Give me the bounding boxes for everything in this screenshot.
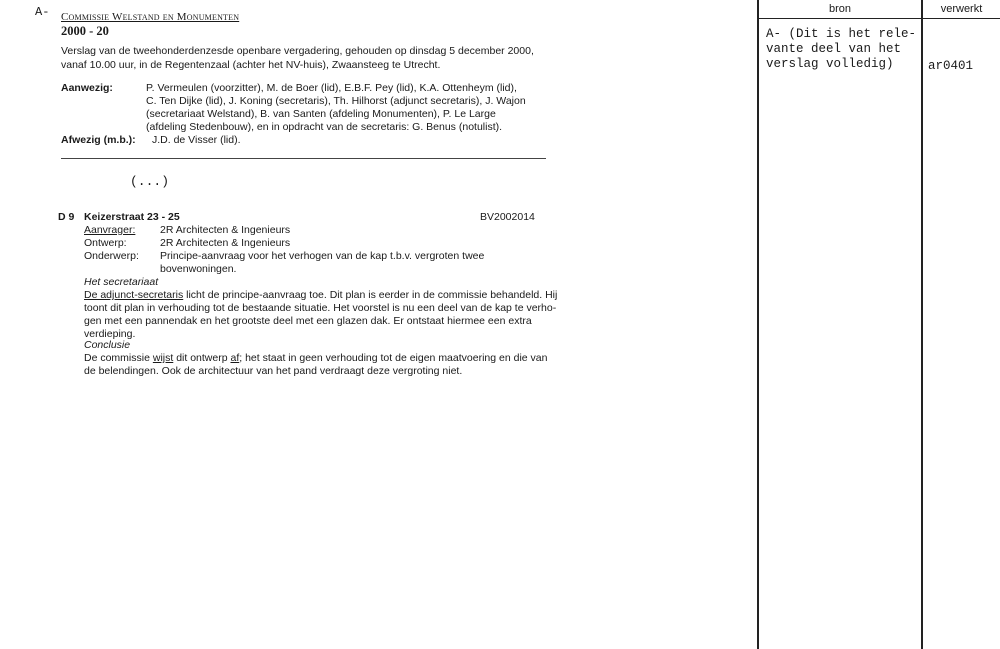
- section-divider: [61, 158, 546, 159]
- applicant-value: 2R Architecten & Ingenieurs: [160, 224, 291, 236]
- conclusion-heading: Conclusie: [84, 339, 131, 351]
- column-header-bron: bron: [828, 3, 852, 15]
- processed-code: ar0401: [928, 59, 974, 73]
- absent-label: Afwezig (m.b.):: [61, 134, 136, 146]
- intro-line-2: vanaf 10.00 uur, in de Regentenzaal (achter het NV-huis), Zwaansteeg te Utrecht.: [61, 59, 441, 71]
- source-note-line-1: A- (Dit is het rele-: [766, 27, 917, 41]
- present-label: Aanwezig:: [61, 82, 113, 94]
- ellipsis: (...): [130, 174, 170, 189]
- conclusion-line-2: de belendingen. Ook de architectuur van het pand verdraagt deze vergroting niet.: [84, 365, 463, 377]
- item-ref: BV2002014: [480, 211, 535, 223]
- header-divider: [757, 18, 1000, 19]
- secretariat-line-1: [84, 289, 557, 302]
- margin-marker: A-: [35, 5, 50, 19]
- design-label: Ontwerp:: [84, 237, 127, 249]
- present-line-4: (afdeling Stedenbouw), en in opdracht van de secretaris: G. Benus (notulist).: [146, 121, 503, 133]
- secretariat-line-2: toont dit plan in verhouding tot de bestaande situatie. Het voorstel is nu een deel van de kap te verho-: [84, 302, 557, 314]
- conclusion-mid: dit ontwerp: [173, 352, 231, 364]
- subject-line-1: Principe-aanvraag voor het verhogen van de kap t.b.v. vergroten twee: [160, 250, 485, 262]
- absent-value: J.D. de Visser (lid).: [152, 134, 241, 146]
- present-line-3: (secretariaat Welstand), B. van Santen (afdeling Monumenten), P. Le Large: [146, 108, 496, 120]
- present-line-2: C. Ten Dijke (lid), J. Koning (secretaris), Th. Hilhorst (adjunct secretaris), J. Wajon: [146, 95, 526, 107]
- present-line-1: P. Vermeulen (voorzitter), M. de Boer (lid), E.B.F. Pey (lid), K.A. Ottenheym (lid),: [146, 82, 517, 94]
- secretariat-line-1-rest: licht de principe-aanvraag toe. Dit plan is eerder in de commissie behandeld. Hij: [183, 289, 558, 301]
- subject-line-2: bovenwoningen.: [160, 263, 237, 275]
- conclusion-verb-2: af: [230, 352, 240, 364]
- item-code: D 9: [58, 211, 75, 223]
- column-header-verwerkt: verwerkt: [940, 3, 983, 15]
- applicant-label: Aanvrager:: [84, 224, 136, 236]
- source-note-line-3: verslag volledig): [766, 57, 894, 71]
- item-title: Keizerstraat 23 - 25: [84, 211, 180, 223]
- committee-title: Commissie Welstand en Monumenten: [61, 11, 240, 23]
- subject-label: Onderwerp:: [84, 250, 139, 262]
- secretariat-line-3: gen met een pannendak en het grootste deel met een glazen dak. Er ontstaat hiermee een extra: [84, 315, 532, 327]
- conclusion-line-1: [84, 352, 547, 365]
- intro-line-1: Verslag van de tweehonderdenzesde openbare vergadering, gehouden op dinsdag 5 december 2000,: [61, 45, 534, 57]
- doc-number: 2000 - 20: [61, 24, 109, 38]
- conclusion-pre: De commissie: [84, 352, 153, 364]
- conclusion-rest: ; het staat in geen verhouding tot de eigen maatvoering en die van: [239, 352, 548, 364]
- column-divider-middle: [921, 0, 923, 649]
- source-note-line-2: vante deel van het: [766, 42, 902, 56]
- design-value: 2R Architecten & Ingenieurs: [160, 237, 291, 249]
- secretariat-subject: De adjunct-secretaris: [84, 289, 184, 301]
- column-divider-left: [757, 0, 759, 649]
- conclusion-verb-1: wijst: [152, 352, 174, 364]
- secretariat-heading: Het secretariaat: [84, 276, 159, 288]
- secretariat-line-4: verdieping.: [84, 328, 136, 340]
